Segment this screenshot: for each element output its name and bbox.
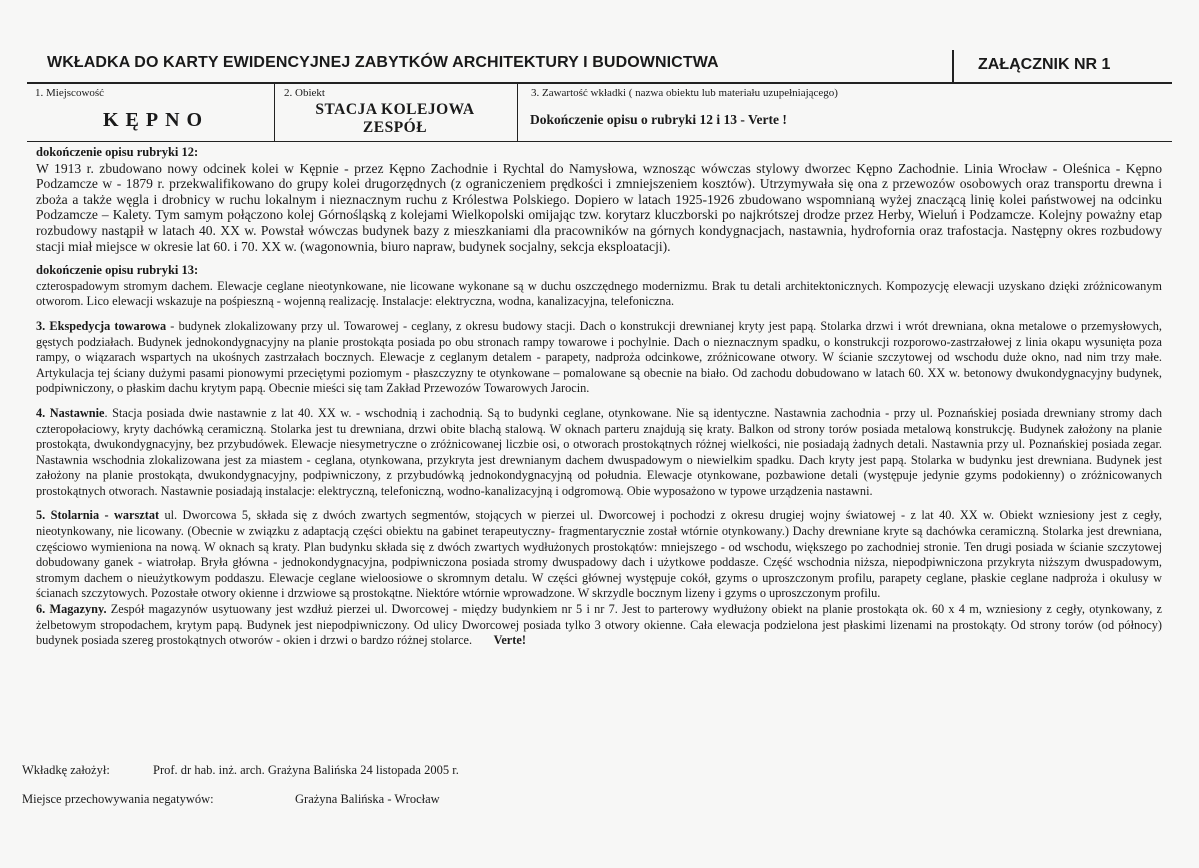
section-13-heading: dokończenie opisu rubryki 13:	[36, 263, 199, 278]
paragraph-3	[36, 319, 1162, 397]
author-label: Wkładkę założył:	[22, 763, 110, 777]
header-separator	[952, 50, 954, 84]
author-value: Prof. dr hab. inż. arch. Grażyna Balińska 24 listopada 2005 r.	[153, 763, 459, 777]
section-13-text: czterospadowym stromym dachem. Elewacje ceglane nieotynkowane, nie licowane wykonane są w duchu oszczędnego modernizmu. Brak tu detali architektonicznych. Kompozycję elewacji uzyskano dzięki zróżnicowanym otworom. Lico elewacji wskazuje na pośpieszną - wojenną realizację. Instalacje: elektryczna, wodna, kanalizacyjna, telefoniczna.	[36, 278, 1162, 309]
paragraph-3-heading: 3. Ekspedycja towarowa	[36, 318, 167, 333]
paragraph-4	[36, 406, 1162, 500]
object-value	[285, 101, 505, 137]
object-value-line1: STACJA KOLEJOWA	[315, 101, 475, 118]
form-title: WKŁADKA DO KARTY EWIDENCYJNEJ ZABYTKÓW ARCHITEKTURY I BUDOWNICTWA	[47, 54, 719, 71]
paragraph-4-text: . Stacja posiada dwie nastawnie z lat 40. XX w. - wschodnią i zachodnią. Są to budynki ceglane, otynkowane. Nie są identyczne. Nastawnia zachodnia - przy ul. Poznańskiej posiada drewniany stromy dach czteropołaciowy, kryty dachówką ceramiczną. Stolarka jest tu drewniana, drzwi obite blachą stalową. W oknach parteru znajdują się kraty. Balkon od strony torów posiada metalową konstrukcję. Budynek założony na planie prostokąta, dwukondygnacyjny, bez przybudówek. Elewacje niesymetryczne o zróżnicowanej liczbie osi, o otworach prostokątnych różnej wielkości, nie posiadają żadnych detali. Nastawnia przy ul. Poznańskiej posiada zegar. Nastawnia wschodnia zlokalizowana jest za miastem - ceglana, otynkowana, przykryta jest drewnianym dachem dwuspadowym o niewielkim spadku. Dach kryty jest papą. Stolarka w budynku jest drewniana. Budynek jest założony na planie prostokąta, dwukondygnacyjny, podpiwniczony, z przybudówką jednokondygnacyjną od południa. Elewacje otynkowane, pozbawione detali (występuje jedynie gzyms podokienny) o zróżnicowanych prostokątnych otworach. Nastawnie posiadają instalacje: elektryczną, telefoniczną, wodno-kanalizacyjną i odgromową. Obie wyposażono w typowe urządzenia nastawni.	[36, 405, 1162, 498]
paragraph-5	[36, 508, 1162, 602]
description-body	[36, 145, 1162, 649]
object-value-line2: ZESPÓŁ	[362, 119, 428, 136]
object-label: 2. Obiekt	[284, 87, 325, 99]
verte-note: Verte!	[493, 633, 526, 648]
paragraph-6-text: Zespół magazynów usytuowany jest wzdłuż pierzei ul. Dworcowej - między budynkiem nr 5 i nr 7. Jest to parterowy wydłużony obiekt na planie prostokąta ok. 60 x 4 m, wzniesiony z cegły, otynkowany, z żelbetowym stropodachem, krytym papą. Budynek jest niepodpiwniczony. Od ulicy Dworcowej posiada tylko 3 otwory okienne. Cała elewacja podzielona jest płaskimi lizenami na prostokąty. Od strony torów (od północy) budynek posiada szereg prostokątnych otworów - okien i drzwi o bardzo różnej stolarce.	[36, 602, 1163, 648]
contents-label: 3. Zawartość wkładki ( nazwa obiektu lub materiału uzupełniającego)	[531, 87, 838, 99]
section-12-heading: dokończenie opisu rubryki 12:	[36, 145, 199, 159]
field-divider-2	[517, 83, 518, 141]
fields-bottom-rule	[27, 141, 1172, 142]
paragraph-4-heading: 4. Nastawnie	[36, 405, 105, 420]
paragraph-3-text: - budynek zlokalizowany przy ul. Towarowej - ceglany, z okresu budowy stacji. Dach o konstrukcji drewnianej kryty jest papą. Stolarka drzwi i wrót drewniana, okna metalowe o przemysłowych, gęstych podziałach. Budynek jednokondygnacyjny na planie prostokąta posiada po obu stronach rampy towarowe i pochylnie. Dach o nieznacznym spadku, o konstrukcji rozporowo-zastrzałowej z linia okapu wysunięta poza rampy, o wiązarach wspartych na ukośnych zastrzałach bocznych. Elewacje z ceglanym detalem - parapety, nadproża odcinkowe, zróżnicowane otwory. W ścianie szczytowej od wschodu duże okno, nad nim trzy małe. Artykulacja tej ściany dużymi pasami pionowymi przeciętymi poziomym - płaszczyzny te otynkowane – pomalowane są obecnie na biało. Od zachodu dobudowano w latach 60. XX w. betonowy dwukondygnacyjny budynek, podpiwniczony, o płaskim dachu krytym papą. Obecnie mieści się tam Zakład Przewozów Towarowych Jarocin.	[36, 318, 1162, 396]
location-label: 1. Miejscowość	[35, 87, 105, 99]
section-12-text: W 1913 r. zbudowano nowy odcinek kolei w Kępnie - przez Kępno Zachodnie i Rychtal do Namysłowa, wznosząc wówczas stylowy dworzec Kępno Zachodnie. Linia Wrocław - Oleśnica - Kępno Podzamcze w - 1879 r. przekwalifikowano do grupy kolei drugorzędnych (z ograniczeniem prędkości i zmniejszeniem kosztów). Utrzymywała się ona z przewozów osobowych oraz transportu drewna i zboża a także węgla i drobnicy w ruchu lokalnym i nieznacznym ruchu z Królestwa Polskiego. Dopiero w latach 1925-1926 zbudowano wspomnianą wyżej znaczącą linię kolei państwowej na odcinku Podzamcze – Kalety. Tym samym połączono kolej Górnośląską z kolejami Wielkopolski omijając tzw. korytarz kluczborski po najkrótszej drodze przez Herby, Wieluń i Podzamcze. Kolejny poważny etap rozbudowy nastąpił w latach 40. XX w. Powstał wówczas budynek bazy z mieszkaniami dla pracowników na górnych kondygnacjach, nastawnia, hydrofornia oraz trafostacja. Następny okres rozbudowy stacji miał miejsce w okresie lat 60. i 70. XX w. (wagonownia, biuro napraw, budynek socjalny, sekcja eksploatacji).	[36, 160, 1162, 254]
field-divider-1	[274, 83, 275, 141]
paragraph-5-heading: 5. Stolarnia - warsztat	[36, 508, 160, 523]
paragraph-6-heading: 6. Magazyny.	[36, 602, 107, 617]
storage-label: Miejsce przechowywania negatywów:	[22, 792, 214, 806]
location-value: KĘPNO	[103, 109, 210, 131]
header-rule	[27, 82, 1172, 84]
paragraph-6	[36, 602, 1162, 649]
annex-number: ZAŁĄCZNIK NR 1	[978, 56, 1111, 73]
paragraph-5-text: ul. Dworcowa 5, składa się z dwóch zwartych segmentów, stojących w pierzei ul. Dworcowej i pochodzi z okresu drugiej wojny światowej - z lat 40. XX w. Obiekt wzniesiony jest z cegły, nieotynkowany, nie licowany. (Obecnie w związku z adaptacją części obiektu na gabinet terapeutyczny- fragmentarycznie został wtórnie otynkowany.) Dachy drewniane kryte są dachówka ceramiczną. Stolarka jest drewniana, częściowo wymieniona na nową. W oknach są kraty. Plan budynku składa się z dwóch zwartych wydłużonych prostokątów: mniejszego - od wschodu, większego po zachodniej stronie. Ten drugi posiada w ścianie szczytowej dobudowany ganek - wiatrołap. Bryła główna - jednokondygnacyjna, podpiwniczona posiada stromy dwuspadowy dach i użytkowe poddasze. Część wschodnia niższa, niepodpiwniczona przykryta niższym dwuspadowym, stromym dachem o nieużytkowym poddaszu. Elewacje ceglane wieloosiowe o skromnym detalu. W części głównej występuje cokół, gzyms o uproszczonym profilu, parapety ceglane, płaskie ceglane nadproża i okulusy w ścianach szczytowych. Pozostałe otwory okienne i drzwiowe są prostokątne. Niektóre wtórnie wprowadzone. W skrzydle bocznym lizeny i gzyms o uproszczonym profilu.	[36, 508, 1162, 601]
contents-value: Dokończenie opisu o rubryki 12 i 13 - Verte !	[530, 112, 787, 127]
storage-value: Grażyna Balińska - Wrocław	[295, 792, 440, 806]
